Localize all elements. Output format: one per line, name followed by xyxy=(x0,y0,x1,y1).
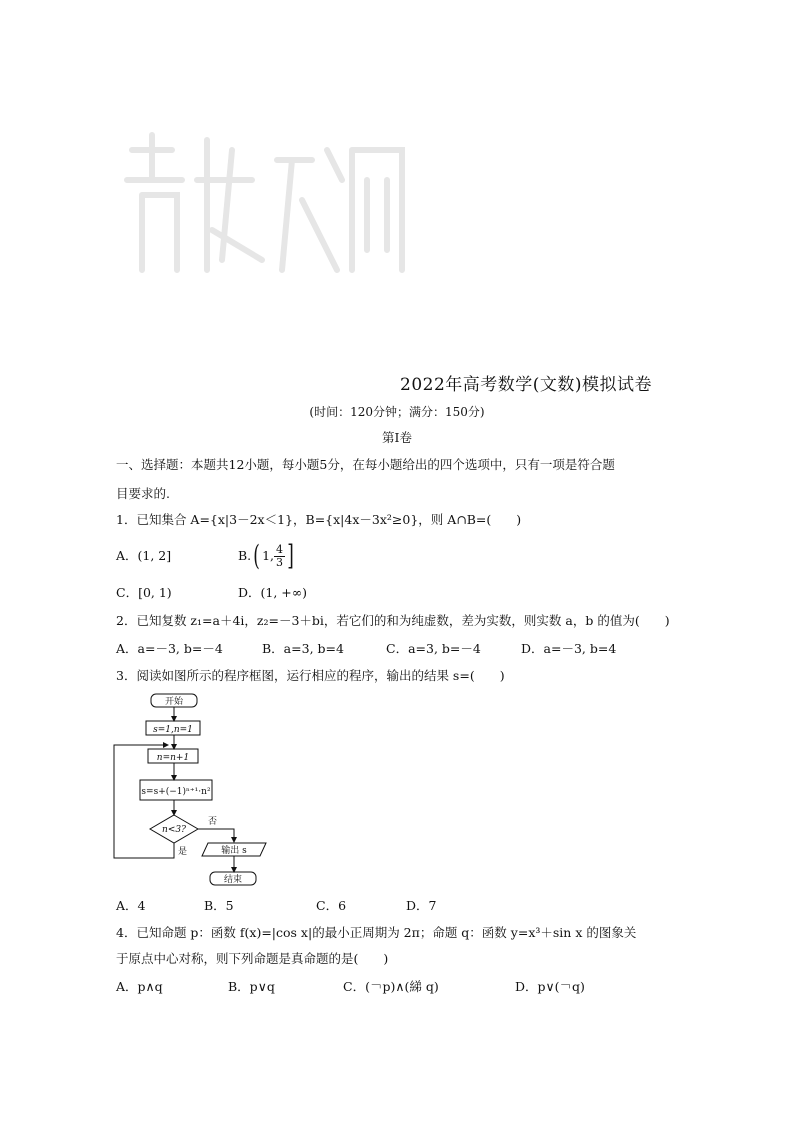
flow-cond-label: n<3? xyxy=(162,825,186,835)
q1-option-b-fraction: $\frac{4}{3}$ xyxy=(276,542,284,569)
flow-init-label: s=1,n=1 xyxy=(153,725,193,735)
q2-option-b: B．a=3, b=4 xyxy=(262,641,344,656)
section-heading-line1: 一、选择题：本题共12小题，每小题5分，在每小题给出的四个选项中，只有一项是符合题 xyxy=(116,457,615,472)
q2-option-d: D．a=－3, b=4 xyxy=(521,641,617,656)
flow-end-label: 结束 xyxy=(223,875,243,885)
question-4-stem-line2: 于原点中心对称，则下列命题是真命题的是( ) xyxy=(116,951,389,966)
section-heading-line2: 目要求的. xyxy=(116,486,170,501)
flow-update-label: s=s+(−1)ⁿ⁺¹·n² xyxy=(141,787,211,797)
question-1-stem: 1．已知集合 A={x|3－2x＜1}，B={x|4x－3x²≥0}，则 A∩B=( ) xyxy=(116,512,522,527)
q2-option-a: A．a=－3, b=－4 xyxy=(116,641,223,656)
q4-option-b: B．p∨q xyxy=(228,979,275,994)
flow-no-label: 否 xyxy=(208,817,218,827)
q1-option-b: B. ( 1, $\frac{4}{3}$ ] xyxy=(238,539,294,572)
page-title: 2022年高考数学(文数)模拟试卷 xyxy=(400,375,653,395)
flow-start-label: 开始 xyxy=(164,697,184,707)
q1-option-a: A．(1, 2] xyxy=(116,548,172,563)
question-4-stem-line1: 4．已知命题 p：函数 f(x)=|cos x|的最小正周期为 2π；命题 q：函数 y=x³＋sin x 的图象关 xyxy=(116,925,637,940)
flow-inc-label: n=n+1 xyxy=(156,753,190,763)
exam-info xyxy=(0,403,794,421)
q3-option-c: C．6 xyxy=(316,898,347,913)
q4-option-a: A．p∧q xyxy=(116,979,163,994)
program-flowchart xyxy=(108,690,278,890)
q3-option-a: A．4 xyxy=(116,898,146,913)
q3-option-b: B．5 xyxy=(204,898,234,913)
flow-yes-label: 是 xyxy=(178,847,188,857)
q1-option-c: C．[0, 1) xyxy=(116,585,172,600)
question-3-stem: 3．阅读如图所示的程序框图，运行相应的程序，输出的结果 s=( ) xyxy=(116,668,505,683)
watermark-graphic xyxy=(112,120,412,290)
q2-option-c: C．a=3, b=－4 xyxy=(386,641,481,656)
exam-time-score: (时间：120分钟；满分：150分) xyxy=(309,405,485,419)
q3-option-d: D．7 xyxy=(406,898,437,913)
volume-heading: 第Ⅰ卷 xyxy=(382,430,412,445)
q4-option-d: D．p∨(￢q) xyxy=(515,979,585,994)
q1-option-b-prefix: B. xyxy=(238,548,252,563)
question-2-stem: 2．已知复数 z₁=a＋4i，z₂=－3＋bi，若它们的和为纯虚数，差为实数，则实数 a，b 的值为( ) xyxy=(116,613,670,628)
q4-option-c: C．(￢p)∧(綈 q) xyxy=(343,979,439,994)
flow-output-label: 输出 s xyxy=(221,846,247,856)
q1-option-b-inner: 1, xyxy=(262,548,275,563)
q1-option-d: D．(1, +∞) xyxy=(238,585,308,600)
